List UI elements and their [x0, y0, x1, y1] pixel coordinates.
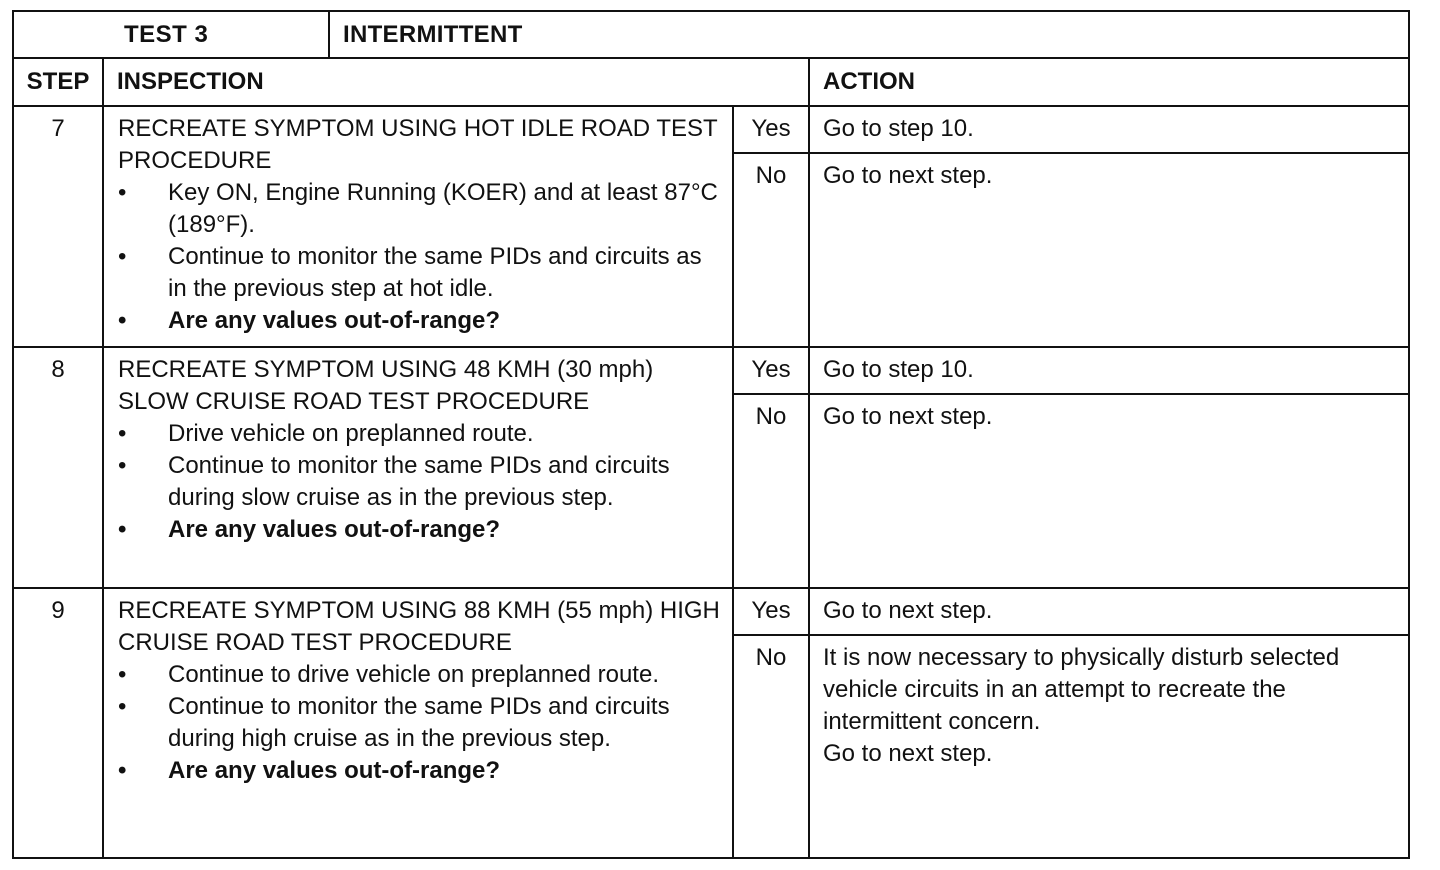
- inspection-bullets: [118, 659, 724, 787]
- inspection-column-header: INSPECTION: [104, 59, 810, 105]
- no-action-line: Go to next step.: [823, 162, 993, 189]
- bullet-item: • Key ON, Engine Running (KOER) and at least 87°C (189°F).: [118, 177, 724, 241]
- test-name: INTERMITTENT: [343, 21, 523, 48]
- yes-label: Yes: [734, 589, 810, 636]
- step-number: 9: [14, 589, 104, 857]
- yes-action: Go to step 10.: [810, 348, 1408, 395]
- bullet-item: • Continue to drive vehicle on preplanned route.: [118, 659, 724, 691]
- inspection-bullets: [118, 177, 724, 337]
- yes-label: Yes: [734, 107, 810, 154]
- inspection-cell: [104, 107, 734, 346]
- diagnostic-table: [12, 10, 1410, 859]
- step-row-8: [14, 348, 1408, 589]
- inspection-title: RECREATE SYMPTOM USING 88 KMH (55 mph) HIGH CRUISE ROAD TEST PROCEDURE: [118, 597, 720, 656]
- bullet-question: • Are any values out-of-range?: [118, 755, 724, 787]
- bullet-item: • Drive vehicle on preplanned route.: [118, 418, 724, 450]
- column-header-row: [14, 59, 1408, 107]
- step-number: 8: [14, 348, 104, 587]
- no-action-line: Go to next step.: [823, 740, 993, 767]
- bullet-question: • Are any values out-of-range?: [118, 305, 724, 337]
- inspection-bullets: [118, 418, 724, 546]
- no-action-line: It is now necessary to physically disturb selected vehicle circuits in an attempt to recreate the intermittent concern.: [823, 644, 1340, 735]
- bullet-question: • Are any values out-of-range?: [118, 514, 724, 546]
- no-action-line: Go to next step.: [823, 403, 993, 430]
- title-row: [14, 12, 1408, 59]
- inspection-cell: [104, 589, 734, 857]
- inspection-cell: [104, 348, 734, 587]
- test-label: TEST 3: [14, 12, 330, 57]
- step-row-7: [14, 107, 1408, 348]
- inspection-title: RECREATE SYMPTOM USING 48 KMH (30 mph) SLOW CRUISE ROAD TEST PROCEDURE: [118, 356, 654, 415]
- inspection-title: RECREATE SYMPTOM USING HOT IDLE ROAD TEST PROCEDURE: [118, 115, 718, 174]
- step-row-9: [14, 589, 1408, 857]
- yes-action: Go to next step.: [810, 589, 1408, 636]
- bullet-item: • Continue to monitor the same PIDs and circuits during slow cruise as in the previous step.: [118, 450, 724, 514]
- step-number: 7: [14, 107, 104, 346]
- action-column-header: ACTION: [823, 68, 915, 95]
- bullet-item: • Continue to monitor the same PIDs and circuits as in the previous step at hot idle.: [118, 241, 724, 305]
- bullet-item: • Continue to monitor the same PIDs and circuits during high cruise as in the previous step.: [118, 691, 724, 755]
- yes-label: Yes: [734, 348, 810, 395]
- no-label: No: [734, 154, 810, 346]
- no-action: [810, 636, 1408, 857]
- no-action: [810, 154, 1408, 346]
- no-label: No: [734, 395, 810, 587]
- no-action: [810, 395, 1408, 587]
- no-label: No: [734, 636, 810, 857]
- yes-action: Go to step 10.: [810, 107, 1408, 154]
- step-column-header: STEP: [14, 59, 104, 105]
